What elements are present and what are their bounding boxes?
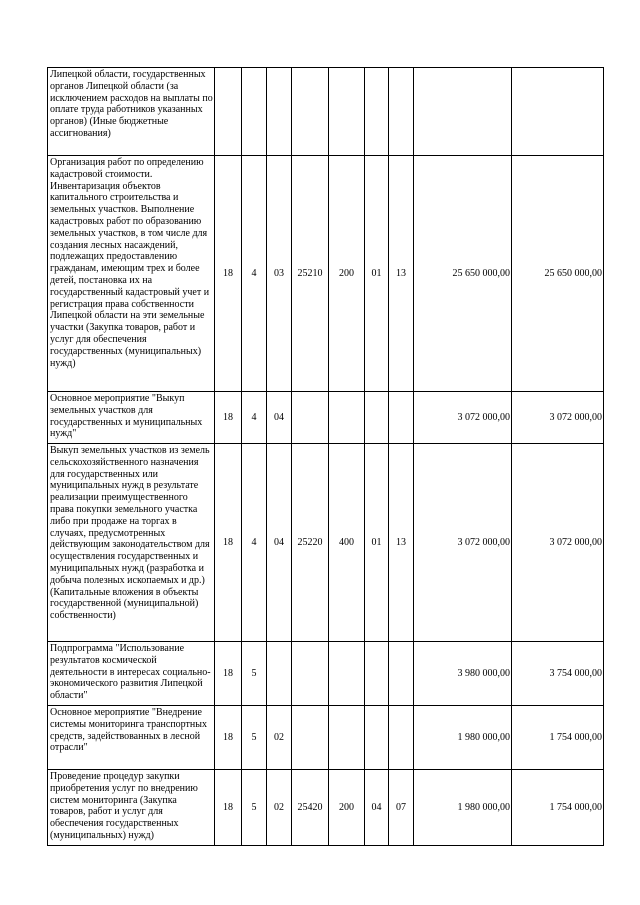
cell-sum-exec: 1 754 000,00 (512, 770, 604, 846)
cell-subprogram: 5 (242, 770, 267, 846)
cell-activity: 02 (267, 770, 292, 846)
cell-sum-plan: 3 072 000,00 (414, 392, 512, 444)
row-name: Проведение процедур закупки приобретения услуг по внедрению систем мониторинга (Закупка товаров, работ и услуг для обеспечения государственных (муниципальных) нужд) (48, 770, 215, 846)
cell-direction: 25420 (292, 770, 329, 846)
cell-section: 01 (365, 444, 389, 642)
cell-direction (292, 68, 329, 156)
cell-direction: 25220 (292, 444, 329, 642)
cell-direction (292, 642, 329, 706)
cell-subprogram: 4 (242, 156, 267, 392)
cell-subprogram: 5 (242, 706, 267, 770)
cell-ministry: 18 (215, 444, 242, 642)
cell-expense-type: 400 (329, 444, 365, 642)
table-row (48, 642, 604, 706)
cell-direction: 25210 (292, 156, 329, 392)
table-row (48, 706, 604, 770)
table-row (48, 392, 604, 444)
cell-subsection: 13 (389, 156, 414, 392)
cell-subsection (389, 68, 414, 156)
cell-sum-plan: 3 980 000,00 (414, 642, 512, 706)
cell-sum-plan: 1 980 000,00 (414, 770, 512, 846)
row-name: Липецкой области, государственных органов Липецкой области (за исключением расходов на выплаты по оплате труда работников указанных органов) (Иные бюджетные ассигнования) (48, 68, 215, 156)
cell-ministry: 18 (215, 706, 242, 770)
cell-section: 01 (365, 156, 389, 392)
cell-expense-type: 200 (329, 770, 365, 846)
cell-activity: 04 (267, 444, 292, 642)
cell-sum-exec: 1 754 000,00 (512, 706, 604, 770)
cell-subprogram: 4 (242, 392, 267, 444)
cell-section (365, 68, 389, 156)
cell-subsection (389, 642, 414, 706)
cell-subsection (389, 706, 414, 770)
cell-sum-plan: 25 650 000,00 (414, 156, 512, 392)
cell-subsection (389, 392, 414, 444)
cell-sum-exec: 3 072 000,00 (512, 392, 604, 444)
cell-direction (292, 706, 329, 770)
cell-expense-type (329, 68, 365, 156)
cell-expense-type (329, 392, 365, 444)
cell-sum-exec: 3 754 000,00 (512, 642, 604, 706)
row-name: Выкуп земельных участков из земель сельскохозяйственного назначения для государственных или муниципальных нужд в результате реализации преимущественного права покупки земельного участка либо при продаже на торгах в случаях, предусмотренных действующим законодательством для осуществления государственных и муниципальных нужд (разработка и добыча полезных ископаемых и др.) (Капитальные вложения в объекты государственной (муниципальной) собственности) (48, 444, 215, 642)
cell-subprogram: 5 (242, 642, 267, 706)
cell-ministry: 18 (215, 156, 242, 392)
cell-section (365, 706, 389, 770)
table-row (48, 444, 604, 642)
cell-section (365, 392, 389, 444)
cell-ministry (215, 68, 242, 156)
table-row (48, 68, 604, 156)
budget-table (47, 67, 604, 846)
cell-activity: 04 (267, 392, 292, 444)
cell-subsection: 07 (389, 770, 414, 846)
row-name: Основное мероприятие "Внедрение системы мониторинга транспортных средств, задействованных в лесной отрасли" (48, 706, 215, 770)
table-row (48, 770, 604, 846)
cell-sum-exec: 25 650 000,00 (512, 156, 604, 392)
cell-sum-plan (414, 68, 512, 156)
cell-activity: 03 (267, 156, 292, 392)
cell-sum-exec: 3 072 000,00 (512, 444, 604, 642)
cell-direction (292, 392, 329, 444)
cell-section (365, 642, 389, 706)
cell-section: 04 (365, 770, 389, 846)
cell-expense-type (329, 706, 365, 770)
row-name: Основное мероприятие "Выкуп земельных участков для государственных и муниципальных нужд" (48, 392, 215, 444)
cell-subsection: 13 (389, 444, 414, 642)
row-name: Подпрограмма "Использование результатов космической деятельности в интересах социально-экономического развития Липецкой области" (48, 642, 215, 706)
cell-sum-plan: 1 980 000,00 (414, 706, 512, 770)
cell-subprogram (242, 68, 267, 156)
cell-activity: 02 (267, 706, 292, 770)
cell-sum-plan: 3 072 000,00 (414, 444, 512, 642)
cell-ministry: 18 (215, 770, 242, 846)
cell-expense-type: 200 (329, 156, 365, 392)
table-row (48, 156, 604, 392)
cell-activity (267, 642, 292, 706)
cell-activity (267, 68, 292, 156)
cell-ministry: 18 (215, 392, 242, 444)
cell-expense-type (329, 642, 365, 706)
cell-sum-exec (512, 68, 604, 156)
cell-ministry: 18 (215, 642, 242, 706)
row-name: Организация работ по определению кадастровой стоимости. Инвентаризация объектов капитального строительства и земельных участков. Выполнение кадастровых работ по образованию земельных участков, в том числе для создания лесных насаждений, подлежащих предоставлению гражданам, имеющим трех и более детей, постановка их на государственный кадастровый учет и регистрация права собственности Липецкой области на эти земельные участки (Закупка товаров, работ и услуг для обеспечения государственных (муниципальных) нужд) (48, 156, 215, 392)
cell-subprogram: 4 (242, 444, 267, 642)
